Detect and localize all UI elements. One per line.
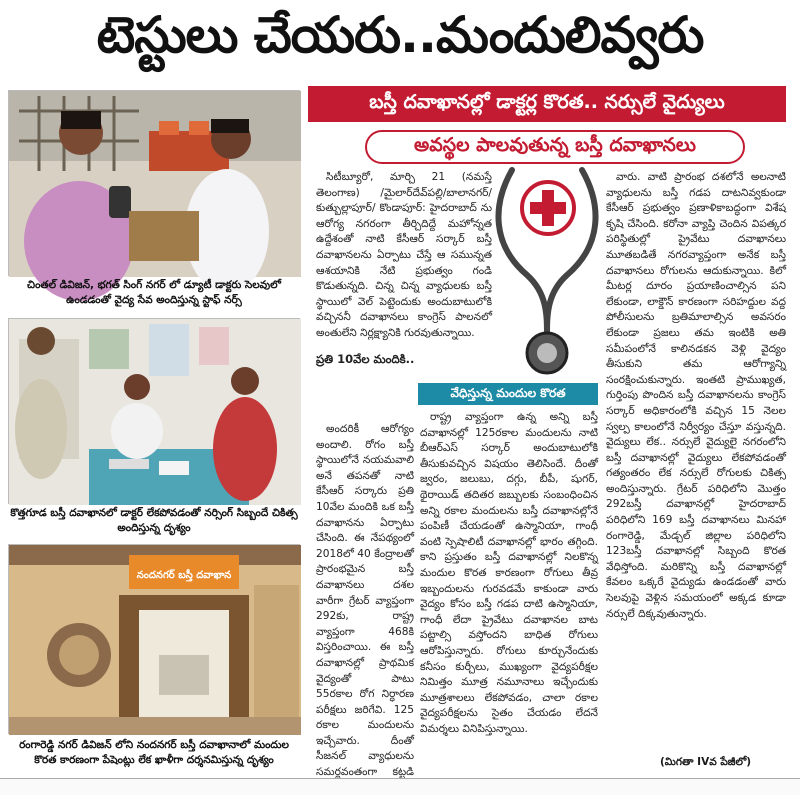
- photo-caption-1: చింతల్ డివిజన్, భగత్ సింగ్ నగర్ లో డ్యూటీ డాక్టరు సెలవులో ఉండడంతో వైద్య సేవ అందిస్తున్న స్టాఫ్ నర్స్: [27, 279, 281, 306]
- article-col3: [606, 170, 786, 752]
- photo-nurse-bp: [8, 90, 300, 276]
- col3-text: వారు. వాటి ప్రారంభ దశలోనే అలనాటి వ్యాధులను బస్తీ గడప దాటనివ్వకుండా కేసీఆర్ ప్రభుత్వం ప్రణాళికాబద్ధంగా విశేష కృషి చేసింది. కరోనా వ్యాప్తి చెందిన విపత్కర పరిస్థితుల్లో ప్రైవేటు దవాఖానలు మూతబడితే నగరవ్యాప్తంగా అనేక బస్తీ దవాఖానలు రోగులను ఆదుకున్నాయి. కిలో మీటర్ల దూరం ప్రయాణించాల్సిన పని లేకుండా, లాక్డౌన్ కారణంగా సరిహద్దుల వద్ద పోలీసులను బ్రతిమాలాల్సిన అవసరం లేకుండా ప్రజలు తమ ఇంటికి అతి సమీపంలోనే కాలినడకన వెళ్లి వైద్యం తీసుకుని తమ ఆరోగ్యాన్ని సంరక్షించుకున్నారు. ఇంతటి ప్రాముఖ్యత, గుర్తింపు పొందిన బస్తీ దవాఖానలను కాంగ్రెస్ సర్కార్ అధికారంలోకి వచ్చిన 15 నెలల స్వల్ప కాలంలోనే నిర్వీర్యం చేస్తూ వస్తున్నది. వైద్యులు లేక.. నర్సులే వైద్యులై నగరంలోని బస్తీ దవాఖానల్లో వైద్యులు లేకపోవడంతో గత్యంతరం లేక నర్సులే రోగులకు చికిత్స అందిస్తున్నారు. గ్రేటర్ పరిధిలోని మొత్తం 292బస్తీ దవాఖానల్లో హైదరాబాద్ పరిధిలోని 169 బస్తీ దవాఖానలు మినహా రంగారెడ్డి, మేడ్చల్ జిల్లాల పరిధిలోని 123బస్తీ దవాఖానల్లో సిబ్బంది కొరత వేధిస్తోంది. మరికొన్ని బస్తీ దవాఖానల్లో కేవలం ఒక్కరే వైద్యుడు ఉండడంతో వారు సెలవుపై వెళ్లిన సమయంలో అక్కడ కూడా నర్సులే దిక్కవుతున్నారు.: [606, 171, 786, 620]
- photo-caption-3: రంగారెడ్డి నగర్ డివిజన్ లోని నందనగర్ బస్తీ దవాఖానాలో మందుల కొరత కారణంగా పేషెంట్లు లేక ఖాళీగా దర్శనమిస్తున్న దృశ్యం: [19, 739, 289, 766]
- photo-empty-clinic: [8, 544, 300, 734]
- article-col1: [316, 422, 414, 779]
- intro-text: సిటీబ్యూరో, మార్చి 21 (నమస్తే తెలంగాణ) /మైలార్‌దేవ్‌పల్లి/బాలానగర్/కుత్బుల్లాపూర్/ కొండాపూర్: హైదరాబాద్ ను ఆరోగ్య నగరంగా తీర్చిదిద్దే మహోన్నత ఉద్దేశంతో నాటి కేసీఆర్ సర్కార్ బస్తీ దవాఖానలను ఏర్పాటు చేస్తే ఆ సమున్నత ఆశయానికి నేటి ప్రభుత్వం గండి కొడుతున్నది. చిన్న చిన్న వ్యాధులకు బస్తీ స్థాయిలో వెల్ పెట్టెందుకు అందుబాటులోకి వచ్చిననీ దవాఖానలు కాంగ్రెస్ పాలనలో అంతులేని నిర్లక్ష్యానికి గురవుతున్నాయి.: [316, 171, 492, 339]
- article-col2: [420, 410, 598, 762]
- col1-text: అందరికీ ఆరోగ్యం అందాలి. రోగం బస్తీ స్థాయిలోనే నయమవాలి అనే తపనతో నాటి కేసీఆర్ సర్కారు ప్రతి 10వేల మందికి ఒక బస్తీ దవాఖానను ఏర్పాటు చేసింది. ఈ నేపథ్యంలో 2018లో 40 కేంద్రాలతో ప్రారంభమైన బస్తీ దవాఖానలు దశల వారీగా గ్రేటర్ వ్యాప్తంగా 292కు, రాష్ట్ర వ్యాప్తంగా 468కి విస్తరించాయి. ఈ బస్తీ దవాఖానల్లో ప్రాథమిక వైద్యంతో పాటు 55రకాల రోగ నిర్ధారణ పరీక్షలు జరిగేవి. 125 రకాల మందులను ఇచ్చేవారు. దీంతో సీజనల్ వ్యాధులను సమర్థవంతంగా కట్టడి: [316, 423, 414, 779]
- headline: టెస్టులు చేయరు..మందులివ్వరు: [96, 5, 704, 64]
- continued-note: (మిగతా IVవ పేజీలో): [660, 756, 752, 768]
- subhead-small-wrap: [316, 352, 416, 386]
- page-bottom-strip: [0, 778, 800, 795]
- subheadline-2: అవస్థల పాలవుతున్న బస్తీ దవాఖానలు: [365, 130, 745, 164]
- photo-caption-2: కొత్తగూడ బస్తీ దవాఖానలో డాక్టర్ లేకపోవడంతో నర్సింగ్ సిబ్బందే చికిత్స అందిస్తున్న దృశ్యం: [10, 507, 298, 534]
- col2-text: రాష్ట్ర వ్యాప్తంగా ఉన్న అన్ని బస్తీ దవాఖానల్లో 125రకాల మందులను నాటి బీఆర్ఎస్ సర్కార్ అందుబాటులోకి తీసుకువచ్చిన విషయం తెలిసిందే. దీంతో జ్వరం, జలుబు, దగ్గు, బీపీ, షుగర్, థైరాయిడ్ తదితర జబ్బులకు సంబంధించిన అన్ని రకాల మందులను బస్తీ దవాఖానల్లోనే పంపిణీ చేయడంతో ఉస్మానియా, గాంధీ వంటి స్పెషాలిటీ దవాఖానల్లో భారం తగ్గింది. కాని ప్రస్తుతం బస్తీ దవాఖానల్లో నిలకొన్న మందుల కొరత కారణంగా రోగులు తీవ్ర ఇబ్బందులను గురవడమే కాకుండా వారు వైద్యం కోసం బస్తీ గడప దాటి ఉస్మానియా, గాంధీ లేదా ప్రైవేటు దవాఖానల బాట పట్టాల్సి వస్తోందని బాధిత రోగులు ఆరోపిస్తున్నారు. రోగులు కూర్చునేందుకు కనీసం కుర్చీలు, ముఖ్యంగా వైద్యపరీక్షల నిమిత్తం మూత్ర నమూనాలు ఇచ్చేందుకు మూత్రశాలలు లేకపోవడం, చాలా రకాల వైద్యపరీక్షలను సైతం చేయడం లేదనే విమర్శలు వినిపిస్తున్నాయి.: [420, 411, 598, 735]
- box-heading: వేధిస్తున్న మందుల కొరత: [418, 383, 598, 405]
- article-intro: [316, 170, 492, 350]
- medical-cross-icon: [520, 180, 576, 236]
- photo-nursing-staff: [8, 318, 300, 504]
- clinic-sign: నందనగర్ బస్తీ దవాఖాన: [136, 570, 232, 581]
- subhead-small: ప్రతి 10వేల మందికి..: [316, 352, 415, 366]
- subheadline-bar: బస్తీ దవాఖానల్లో డాక్టర్ల కొరత.. నర్సులే వైద్యులు: [308, 86, 786, 122]
